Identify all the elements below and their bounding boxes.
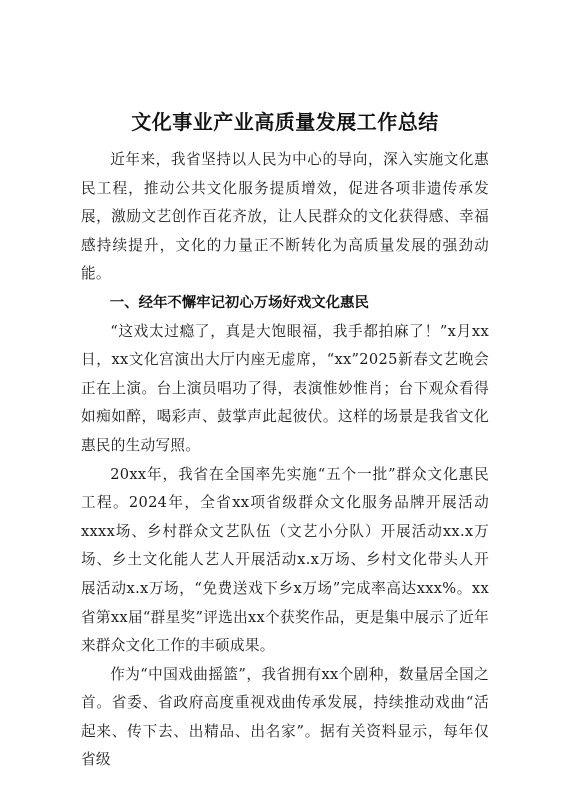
- section-heading: 一、经年不懈牢记初心万场好戏文化惠民: [109, 294, 369, 311]
- body-paragraph-3: 作为“中国戏曲摇篮”，我省拥有xx个剧种，数量居全国之首。省委、省政府高度重视戏曲传承发展，持续推动戏曲“活起来、传下去、出精品、出名家”。据有关资料显示，每年仅省级: [81, 665, 489, 769]
- document-title: 文化事业产业高质量发展工作总结: [131, 110, 439, 134]
- intro-paragraph: 近年来，我省坚持以人民为中心的导向，深入实施文化惠民工程，推动公共文化服务提质增效，促进各项非遗传承发展，激励文艺创作百花齐放，让人民群众的文化获得感、幸福感持续提升，文化的力量正不断转化为高质量发展的强劲动能。: [81, 151, 489, 283]
- document-page: [81, 96, 489, 775]
- body-paragraph-1: “这戏太过瘾了，真是大饱眼福，我手都拍麻了！”x月xx日，xx文化宫演出大厅内座无虚席，“xx”2025新春文艺晚会正在上演。台上演员唱功了得，表演惟妙惟肖；台下观众看得如痴如醉，喝彩声、鼓掌声此起彼伏。这样的场景是我省文化惠民的生动写照。: [81, 322, 489, 454]
- body-paragraph-2: 20xx年，我省在全国率先实施“五个一批”群众文化惠民工程。2024年，全省xx项省级群众文化服务品牌开展活动xxxx场、乡村群众文艺队伍（文艺小分队）开展活动xx.x万场、乡土文化能人艺人开展活动x.x万场、乡村文化带头人开展活动x.x万场，“免费送戏下乡x万场”完成率高达xxx%。xx省第xx届“群星奖”评选出xx个获奖作品，更是集中展示了近年来群众文化工作的丰硕成果。: [81, 465, 489, 655]
